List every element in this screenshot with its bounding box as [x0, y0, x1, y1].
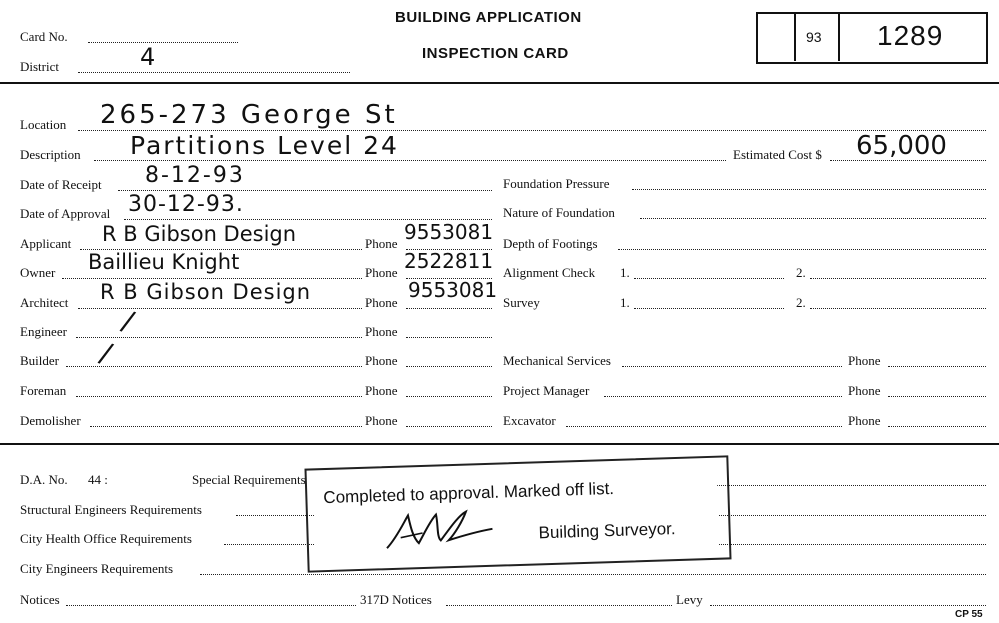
owner-phone-label: Phone [365, 265, 398, 280]
owner-value: Baillieu Knight [88, 250, 240, 274]
location-label: Location [20, 117, 67, 132]
depth-footings-label: Depth of Footings [503, 236, 598, 251]
builder-value: / [96, 335, 117, 371]
survey-num1: 1. [620, 295, 630, 310]
applicant-phone-label: Phone [365, 236, 398, 251]
applicant-value: R B Gibson Design [102, 222, 297, 246]
city-engineers-line [200, 574, 986, 575]
city-engineers-label: City Engineers Requirements [20, 561, 174, 576]
district-value: 4 [140, 43, 156, 71]
foreman-label: Foreman [20, 383, 67, 398]
top-rule [0, 82, 999, 84]
excavator-line [566, 426, 842, 427]
card-no-label: Card No. [20, 29, 68, 44]
demolisher-phone-line [406, 426, 492, 427]
demolisher-phone-label: Phone [365, 413, 398, 428]
owner-label: Owner [20, 265, 56, 280]
levy-line [710, 605, 986, 606]
survey-line-2 [810, 308, 986, 309]
project-manager-phone-line [888, 396, 986, 397]
district-label: District [20, 59, 59, 74]
district-line [78, 72, 350, 73]
alignment-num1: 1. [620, 265, 630, 280]
approval-stamp [304, 455, 731, 572]
box-divider-2 [838, 13, 840, 61]
engineer-phone-line [406, 337, 492, 338]
title-line2: INSPECTION CARD [422, 45, 569, 62]
estimated-cost-label: Estimated Cost $ [733, 147, 822, 162]
architect-phone-line [406, 308, 492, 309]
engineer-line [76, 337, 362, 338]
levy-label: Levy [676, 592, 703, 607]
foreman-phone-line [406, 396, 492, 397]
owner-line [62, 278, 362, 279]
depth-footings-line [618, 249, 986, 250]
date-receipt-value: 8-12-93 [145, 163, 245, 188]
project-manager-line [604, 396, 842, 397]
mechanical-services-label: Mechanical Services [503, 353, 611, 368]
alignment-check-label: Alignment Check [503, 265, 596, 280]
nature-foundation-label: Nature of Foundation [503, 205, 615, 220]
alignment-line-1 [634, 278, 784, 279]
location-value: 265-273 George St [100, 100, 398, 130]
description-label: Description [20, 147, 81, 162]
date-approval-value: 30-12-93. [128, 192, 244, 217]
engineer-phone-label: Phone [365, 324, 398, 339]
card-year: 93 [806, 29, 822, 45]
estimated-cost-value: 65,000 [856, 131, 947, 161]
architect-value: R B Gibson Design [100, 280, 312, 304]
builder-line [66, 366, 362, 367]
mechanical-services-line [622, 366, 842, 367]
architect-line [78, 308, 362, 309]
engineer-value: / [118, 303, 139, 339]
foreman-phone-label: Phone [365, 383, 398, 398]
survey-label: Survey [503, 295, 540, 310]
da-no-label: D.A. No. [20, 472, 68, 487]
card-number-box [756, 12, 988, 64]
signature-icon [382, 504, 513, 554]
card-number: 1289 [877, 20, 944, 51]
demolisher-line [90, 426, 362, 427]
stamp-line2: Building Surveyor. [538, 519, 676, 543]
stamp-background [313, 464, 719, 561]
notices-line [66, 605, 356, 606]
card-no-line [88, 42, 238, 43]
project-manager-phone-label: Phone [848, 383, 881, 398]
title-line1: BUILDING APPLICATION [395, 9, 582, 26]
excavator-phone-line [888, 426, 986, 427]
alignment-line-2 [810, 278, 986, 279]
date-receipt-label: Date of Receipt [20, 177, 102, 192]
demolisher-label: Demolisher [20, 413, 81, 428]
engineer-label: Engineer [20, 324, 67, 339]
notices-label: Notices [20, 592, 60, 607]
excavator-label: Excavator [503, 413, 556, 428]
health-label: City Health Office Requirements [20, 531, 192, 546]
date-approval-label: Date of Approval [20, 206, 111, 221]
box-divider-1 [794, 13, 796, 61]
stamp-line1: Completed to approval. Marked off list. [323, 478, 615, 508]
applicant-label: Applicant [20, 236, 72, 251]
excavator-phone-label: Phone [848, 413, 881, 428]
architect-phone-label: Phone [365, 295, 398, 310]
architect-phone-value: 9553081 [408, 278, 498, 302]
survey-num2: 2. [796, 295, 806, 310]
mechanical-phone-line [888, 366, 986, 367]
description-line [94, 160, 726, 161]
foreman-line [76, 396, 362, 397]
alignment-num2: 2. [796, 265, 806, 280]
notices-317d-label: 317D Notices [360, 592, 432, 607]
survey-line-1 [634, 308, 784, 309]
nature-foundation-line [640, 218, 986, 219]
da-no-value: 44 : [88, 472, 108, 487]
description-value: Partitions Level 24 [130, 131, 399, 160]
foundation-pressure-label: Foundation Pressure [503, 176, 610, 191]
owner-phone-value: 2522811 [404, 249, 494, 273]
builder-phone-label: Phone [365, 353, 398, 368]
special-requirements-label: Special Requirements [192, 472, 306, 487]
form-code: CP 55 [955, 609, 983, 620]
structural-label: Structural Engineers Requirements [20, 502, 202, 517]
notices-317d-line [446, 605, 672, 606]
date-receipt-line [118, 190, 492, 191]
project-manager-label: Project Manager [503, 383, 590, 398]
foundation-pressure-line [632, 189, 986, 190]
mechanical-phone-label: Phone [848, 353, 881, 368]
middle-rule [0, 443, 999, 445]
builder-label: Builder [20, 353, 59, 368]
builder-phone-line [406, 366, 492, 367]
applicant-phone-value: 9553081 [404, 220, 494, 244]
architect-label: Architect [20, 295, 69, 310]
